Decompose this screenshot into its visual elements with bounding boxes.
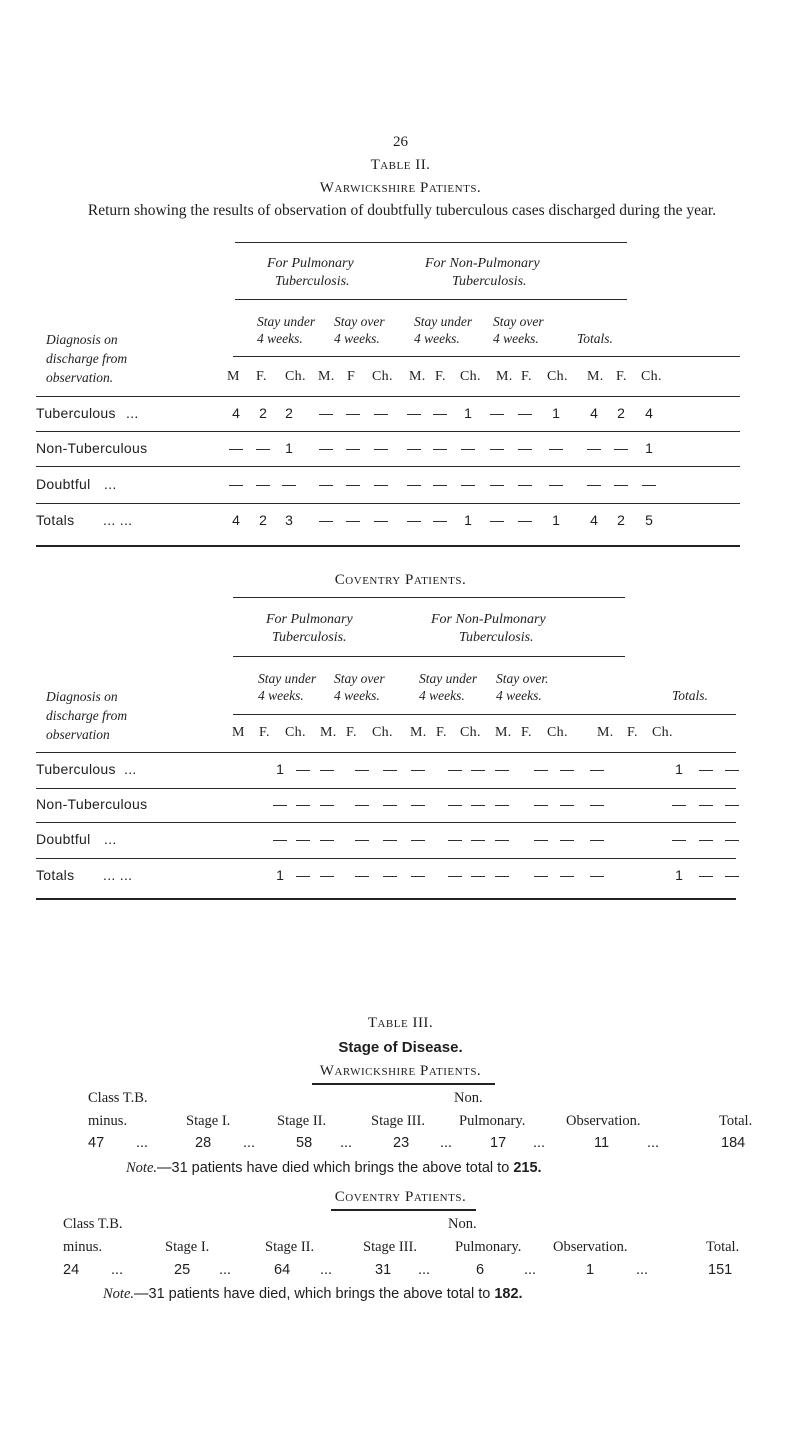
table-cell: — xyxy=(590,831,604,847)
group-nonpulmonary-label-2: Tuberculosis. xyxy=(452,274,527,289)
table-cell: — xyxy=(256,440,270,456)
table-cell: — xyxy=(374,512,388,528)
note-label: Note. xyxy=(103,1286,135,1302)
table-cell: — xyxy=(407,440,421,456)
table-cell: — xyxy=(461,476,475,492)
sex-header: F. xyxy=(521,725,532,740)
sex-header: M. xyxy=(587,369,604,384)
table-cell: — xyxy=(534,761,548,777)
stage-value: 17 xyxy=(490,1135,507,1151)
table-cell: — xyxy=(699,761,713,777)
table-cell: — xyxy=(320,831,334,847)
col-header: Class T.B. xyxy=(88,1090,148,1106)
table-cell: 4 xyxy=(590,405,598,421)
table-cell: 1 xyxy=(464,512,472,528)
coventry-heading: Coventry Patients. xyxy=(334,572,467,588)
stage-value: 64 xyxy=(274,1262,291,1278)
col-header: Observation. xyxy=(553,1239,628,1255)
table-cell: — xyxy=(273,831,287,847)
table-cell: — xyxy=(560,796,574,812)
table-cell: — xyxy=(319,476,333,492)
stage-value: 1 xyxy=(586,1262,595,1278)
table-cell: 1 xyxy=(552,405,560,421)
table-cell: — xyxy=(518,512,532,528)
group-pulmonary-label: For Pulmonary xyxy=(267,256,354,271)
row-label: Non-Tuberculous xyxy=(36,440,148,456)
diagnosis-label: discharge from xyxy=(46,351,128,366)
sex-header: F xyxy=(347,369,356,384)
sex-header: Ch. xyxy=(285,369,306,384)
table-cell: — xyxy=(296,796,310,812)
sex-header: Ch. xyxy=(285,725,306,740)
note xyxy=(126,1160,542,1177)
row-label: Doubtful xyxy=(36,831,91,847)
table-cell: — xyxy=(672,796,686,812)
table-cell: — xyxy=(495,796,509,812)
table-cell: 2 xyxy=(285,405,293,421)
table-cell: — xyxy=(296,867,310,883)
group-pulmonary-label-2: Tuberculosis. xyxy=(272,630,347,645)
stage-value: 58 xyxy=(296,1135,313,1151)
col-header: Pulmonary. xyxy=(455,1239,522,1255)
table-cell: — xyxy=(471,831,485,847)
row-label: Tuberculous xyxy=(36,405,116,421)
sex-header: M. xyxy=(409,369,426,384)
total-value: 184 xyxy=(721,1135,746,1151)
sex-header: M xyxy=(227,369,240,384)
col-header: minus. xyxy=(63,1239,103,1255)
table-cell: — xyxy=(411,831,425,847)
stay-header: Stay over. xyxy=(496,671,549,686)
table-cell: — xyxy=(383,831,397,847)
col-header: minus. xyxy=(88,1113,128,1129)
table-cell: — xyxy=(411,796,425,812)
table-cell: 4 xyxy=(232,405,240,421)
row-label: Tuberculous xyxy=(36,761,116,777)
table-cell: — xyxy=(433,405,447,421)
stay-header: 4 weeks. xyxy=(493,331,539,346)
table-cell: 1 xyxy=(464,405,472,421)
table-cell: — xyxy=(642,476,656,492)
table-cell: — xyxy=(549,440,563,456)
col-header: Stage I. xyxy=(165,1239,210,1255)
leader: ... xyxy=(418,1262,431,1278)
table-cell: — xyxy=(296,831,310,847)
coventry-heading: Coventry Patients. xyxy=(334,1189,467,1205)
table-cell: — xyxy=(296,761,310,777)
table-cell: — xyxy=(699,796,713,812)
stay-header: Stay over xyxy=(334,671,385,686)
totals-header: Totals. xyxy=(577,331,613,346)
stage-value: 31 xyxy=(375,1262,392,1278)
stay-header: 4 weeks. xyxy=(334,331,380,346)
table-cell: — xyxy=(407,476,421,492)
diagnosis-label: Diagnosis on xyxy=(46,332,118,347)
stage-value: 6 xyxy=(476,1262,485,1278)
table-cell: 4 xyxy=(232,512,240,528)
sex-header: F. xyxy=(521,369,532,384)
table-cell: — xyxy=(614,476,628,492)
col-header: Non. xyxy=(454,1090,483,1106)
stage-value: 28 xyxy=(195,1135,212,1151)
note-total: 182. xyxy=(494,1286,523,1302)
totals-header: Totals. xyxy=(672,688,708,703)
table-cell: — xyxy=(433,440,447,456)
stay-header: 4 weeks. xyxy=(496,688,542,703)
table-cell: — xyxy=(433,512,447,528)
row-label: Totals xyxy=(36,512,75,528)
table-cell: 1 xyxy=(675,761,683,777)
leader: ... xyxy=(340,1135,353,1151)
table-cell: 2 xyxy=(259,512,267,528)
table-cell: — xyxy=(518,440,532,456)
table-cell: — xyxy=(411,867,425,883)
table-cell: — xyxy=(549,476,563,492)
table-cell: — xyxy=(346,405,360,421)
table-cell: — xyxy=(355,796,369,812)
col-header: Stage III. xyxy=(371,1113,425,1129)
sex-header: F. xyxy=(346,725,357,740)
row-leader: ... xyxy=(124,761,137,777)
row-label: Non-Tuberculous xyxy=(36,796,148,812)
table-cell: — xyxy=(518,476,532,492)
sex-header: Ch. xyxy=(460,725,481,740)
sex-header: F. xyxy=(436,725,447,740)
table-cell: — xyxy=(490,440,504,456)
table-cell: 1 xyxy=(645,440,653,456)
row-leader: ... xyxy=(126,405,139,421)
table-cell: — xyxy=(383,761,397,777)
table-cell: — xyxy=(461,440,475,456)
table-cell: — xyxy=(256,476,270,492)
stay-header: Stay under xyxy=(419,671,478,686)
sex-header: Ch. xyxy=(641,369,662,384)
note-total: 215. xyxy=(513,1160,542,1176)
table-cell: — xyxy=(320,867,334,883)
sex-header: M. xyxy=(320,725,337,740)
col-header: Non. xyxy=(448,1216,477,1232)
leader: ... xyxy=(636,1262,649,1278)
note-text: —31 patients have died, which brings the above total to xyxy=(134,1286,491,1302)
table-ii-intro: Return showing the results of observation of doubtfully tuberculous cases discharged during the year. xyxy=(87,202,717,219)
table-cell: — xyxy=(374,476,388,492)
leader: ... xyxy=(320,1262,333,1278)
table-cell: — xyxy=(273,796,287,812)
table-cell: 4 xyxy=(645,405,653,421)
table-cell: — xyxy=(374,440,388,456)
table-cell: — xyxy=(346,512,360,528)
group-nonpulmonary-label: For Non-Pulmonary xyxy=(425,256,540,271)
stay-header: 4 weeks. xyxy=(419,688,465,703)
group-nonpulmonary-label-2: Tuberculosis. xyxy=(459,630,534,645)
col-header: Pulmonary. xyxy=(459,1113,526,1129)
table-cell: — xyxy=(560,867,574,883)
table-cell: 2 xyxy=(259,405,267,421)
table-iii-subtitle: Stage of Disease. xyxy=(338,1039,463,1056)
table-iii-title: Table III. xyxy=(367,1015,434,1031)
table-cell: — xyxy=(355,831,369,847)
col-header: Stage III. xyxy=(363,1239,417,1255)
table-cell: — xyxy=(518,405,532,421)
row-label: Doubtful xyxy=(36,476,91,492)
table-cell: — xyxy=(534,867,548,883)
table-cell: — xyxy=(534,831,548,847)
sex-header: Ch. xyxy=(547,725,568,740)
table-cell: — xyxy=(587,476,601,492)
sex-header: F. xyxy=(435,369,446,384)
sex-header: Ch. xyxy=(547,369,568,384)
table-cell: — xyxy=(490,512,504,528)
leader: ... xyxy=(111,1262,124,1278)
col-header: Observation. xyxy=(566,1113,641,1129)
stage-value: 23 xyxy=(393,1135,410,1151)
table-cell: — xyxy=(433,476,447,492)
sex-header: M. xyxy=(597,725,614,740)
sex-header: Ch. xyxy=(652,725,673,740)
col-header: Class T.B. xyxy=(63,1216,123,1232)
table-cell: — xyxy=(471,761,485,777)
table-cell: — xyxy=(407,405,421,421)
leader: ... xyxy=(243,1135,256,1151)
sex-header: F. xyxy=(627,725,638,740)
table-cell: — xyxy=(471,867,485,883)
table-cell: — xyxy=(319,405,333,421)
warwickshire-heading: Warwickshire Patients. xyxy=(319,180,482,196)
table-cell: 1 xyxy=(276,761,284,777)
table-cell: 5 xyxy=(645,512,653,528)
col-header: Stage II. xyxy=(277,1113,327,1129)
stay-header: 4 weeks. xyxy=(257,331,303,346)
table-cell: 4 xyxy=(590,512,598,528)
table-cell: — xyxy=(407,512,421,528)
table-cell: — xyxy=(346,440,360,456)
table-cell: — xyxy=(355,867,369,883)
stay-header: 4 weeks. xyxy=(414,331,460,346)
table-cell: — xyxy=(560,831,574,847)
row-leader: ... xyxy=(104,476,117,492)
stage-value: 11 xyxy=(594,1135,610,1151)
diagnosis-label: observation xyxy=(46,727,110,742)
table-cell: — xyxy=(495,831,509,847)
leader: ... xyxy=(219,1262,232,1278)
sex-header: F. xyxy=(259,725,270,740)
table-cell: — xyxy=(725,761,739,777)
leader: ... xyxy=(647,1135,660,1151)
note-label: Note. xyxy=(126,1160,158,1176)
table-cell: — xyxy=(495,867,509,883)
table-cell: — xyxy=(614,440,628,456)
page-number: 26 xyxy=(393,134,408,150)
table-cell: — xyxy=(587,440,601,456)
stage-value: 24 xyxy=(63,1262,80,1278)
leader: ... xyxy=(136,1135,149,1151)
table-cell: — xyxy=(229,476,243,492)
table-cell: — xyxy=(346,476,360,492)
table-cell: — xyxy=(725,867,739,883)
table-cell: — xyxy=(374,405,388,421)
sex-header: F. xyxy=(616,369,627,384)
table-cell: — xyxy=(282,476,296,492)
table-cell: 1 xyxy=(675,867,683,883)
table-cell: — xyxy=(534,796,548,812)
table-cell: — xyxy=(355,761,369,777)
table-cell: — xyxy=(448,867,462,883)
table-cell: 3 xyxy=(285,512,293,528)
col-header: Stage I. xyxy=(186,1113,231,1129)
stage-value: 47 xyxy=(88,1135,105,1151)
group-pulmonary-label: For Pulmonary xyxy=(266,612,353,627)
table-cell: — xyxy=(672,831,686,847)
sex-header: Ch. xyxy=(372,369,393,384)
table-cell: — xyxy=(560,761,574,777)
warwickshire-heading: Warwickshire Patients. xyxy=(319,1063,482,1079)
table-cell: — xyxy=(490,476,504,492)
row-leader: ... xyxy=(104,831,117,847)
sex-header: M. xyxy=(495,725,512,740)
total-value: 151 xyxy=(708,1262,733,1278)
note-text: —31 patients have died which brings the above total to xyxy=(157,1160,510,1176)
table-cell: — xyxy=(490,405,504,421)
row-label: Totals xyxy=(36,867,75,883)
stay-header: 4 weeks. xyxy=(334,688,380,703)
sex-header: Ch. xyxy=(372,725,393,740)
leader: ... xyxy=(524,1262,537,1278)
table-cell: — xyxy=(590,796,604,812)
diagnosis-label: Diagnosis on xyxy=(46,689,118,704)
table-cell: — xyxy=(448,796,462,812)
col-header: Total. xyxy=(706,1239,740,1255)
table-cell: 2 xyxy=(617,512,625,528)
stay-header: 4 weeks. xyxy=(258,688,304,703)
table-cell: 2 xyxy=(617,405,625,421)
stage-value: 25 xyxy=(174,1262,191,1278)
stay-header: Stay under xyxy=(258,671,317,686)
sex-header: Ch. xyxy=(460,369,481,384)
sex-header: M. xyxy=(318,369,335,384)
table-cell: — xyxy=(320,796,334,812)
sex-header: M. xyxy=(410,725,427,740)
diagnosis-label: discharge from xyxy=(46,708,128,723)
table-cell: — xyxy=(471,796,485,812)
table-cell: 1 xyxy=(285,440,293,456)
leader: ... xyxy=(440,1135,453,1151)
table-cell: 1 xyxy=(276,867,284,883)
note xyxy=(103,1286,523,1303)
table-cell: — xyxy=(411,761,425,777)
table-cell: — xyxy=(448,761,462,777)
table-cell: — xyxy=(495,761,509,777)
table-cell: 1 xyxy=(552,512,560,528)
group-nonpulmonary-label: For Non-Pulmonary xyxy=(431,612,546,627)
sex-header: M. xyxy=(496,369,513,384)
stay-header: Stay under xyxy=(414,314,473,329)
sex-header: M xyxy=(232,725,245,740)
table-cell: — xyxy=(320,761,334,777)
group-pulmonary-label-2: Tuberculosis. xyxy=(275,274,350,289)
table-cell: — xyxy=(319,512,333,528)
stay-header: Stay over xyxy=(493,314,544,329)
table-cell: — xyxy=(590,761,604,777)
table-cell: — xyxy=(229,440,243,456)
table-cell: — xyxy=(383,867,397,883)
stay-header: Stay over xyxy=(334,314,385,329)
table-cell: — xyxy=(590,867,604,883)
table-cell: — xyxy=(448,831,462,847)
table-cell: — xyxy=(699,831,713,847)
table-cell: — xyxy=(319,440,333,456)
diagnosis-label: observation. xyxy=(46,370,114,385)
col-header: Total. xyxy=(719,1113,753,1129)
col-header: Stage II. xyxy=(265,1239,315,1255)
row-leader: ... ... xyxy=(103,512,133,528)
table-cell: — xyxy=(383,796,397,812)
table-cell: — xyxy=(699,867,713,883)
table-cell: — xyxy=(725,796,739,812)
stay-header: Stay under xyxy=(257,314,316,329)
table-cell: — xyxy=(725,831,739,847)
row-leader: ... ... xyxy=(103,867,133,883)
sex-header: F. xyxy=(256,369,267,384)
leader: ... xyxy=(533,1135,546,1151)
table-ii-title: Table II. xyxy=(370,157,431,173)
